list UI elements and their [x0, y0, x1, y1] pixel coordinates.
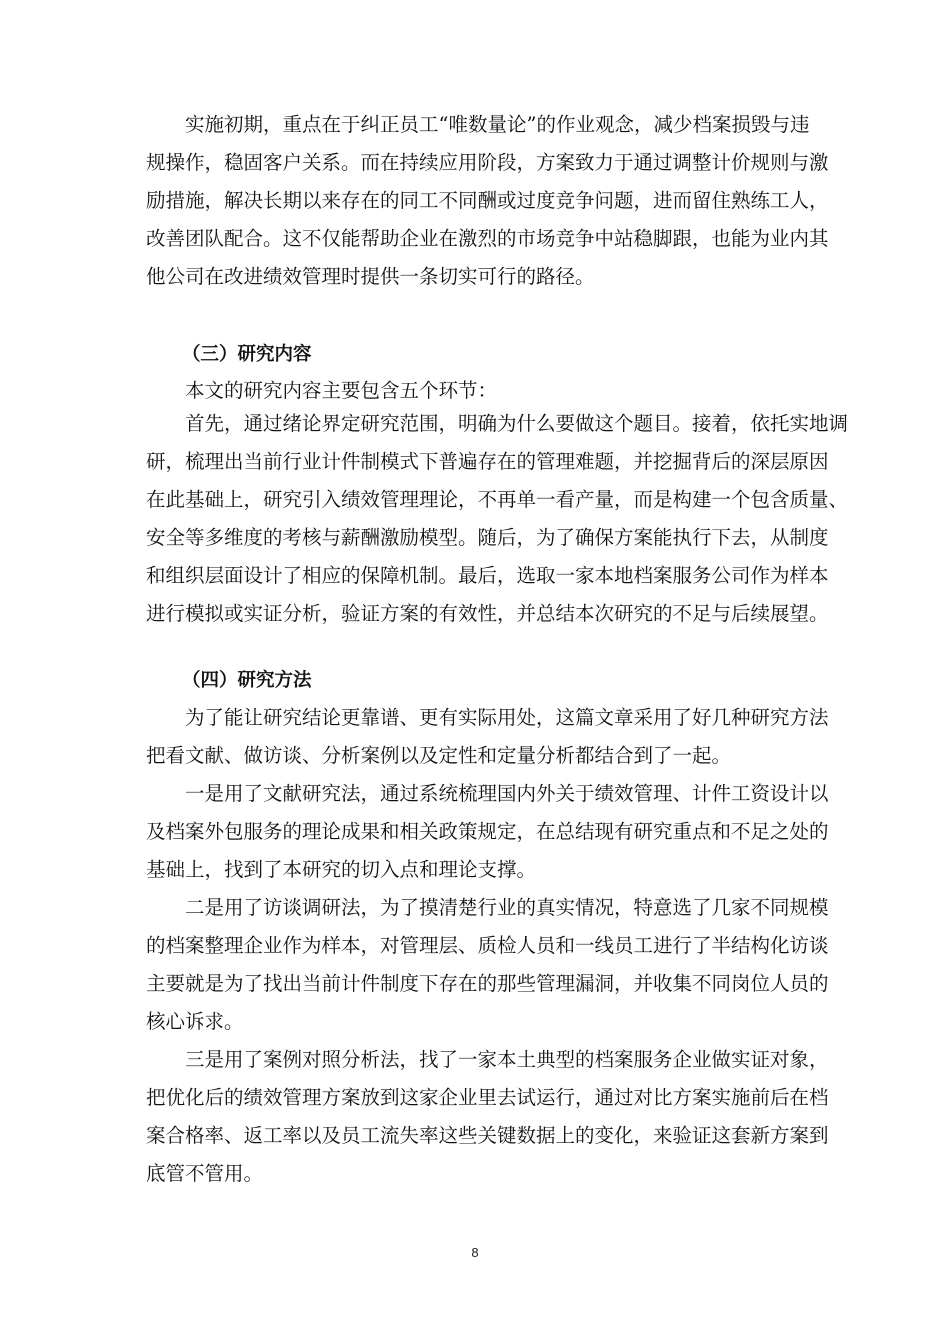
paragraph-line: 规操作，稳固客户关系。而在持续应用阶段，方案致力于通过调整计价规则与激	[146, 151, 829, 174]
paragraph-line: 把看文献、做访谈、分析案例以及定性和定量分析都结合到了一起。	[146, 744, 732, 767]
paragraph-line: 基础上，找到了本研究的切入点和理论支撑。	[146, 858, 537, 881]
section-heading: （三）研究内容	[182, 344, 312, 365]
paragraph-line: 实施初期，重点在于纠正员工“唯数量论”的作业观念，减少档案损毁与违	[146, 113, 810, 136]
paragraph-line: 底管不管用。	[146, 1162, 264, 1185]
paragraph-line: 把优化后的绩效管理方案放到这家企业里去试运行，通过对比方案实施前后在档	[146, 1086, 829, 1109]
paragraph-line: 励措施，解决长期以来存在的同工不同酬或过度竞争问题，进而留住熟练工人，	[146, 189, 829, 212]
paragraph-line: 安全等多维度的考核与薪酬激励模型。随后，为了确保方案能执行下去，从制度	[146, 526, 829, 549]
paragraph-line: 首先，通过绪论界定研究范围，明确为什么要做这个题目。接着，依托实地调	[146, 412, 849, 435]
paragraph-line: 为了能让研究结论更靠谱、更有实际用处，这篇文章采用了好几种研究方法	[146, 706, 829, 729]
paragraph-line: 一是用了文献研究法，通过系统梳理国内外关于绩效管理、计件工资设计以	[146, 782, 829, 805]
paragraph-line: 他公司在改进绩效管理时提供一条切实可行的路径。	[146, 265, 595, 288]
paragraph-line: 及档案外包服务的理论成果和相关政策规定，在总结现有研究重点和不足之处的	[146, 820, 829, 843]
paragraph-line: 的档案整理企业作为样本，对管理层、质检人员和一线员工进行了半结构化访谈	[146, 934, 829, 957]
paragraph-line: 和组织层面设计了相应的保障机制。最后，选取一家本地档案服务公司作为样本	[146, 564, 829, 587]
paragraph-line: 案合格率、返工率以及员工流失率这些关键数据上的变化，来验证这套新方案到	[146, 1124, 829, 1147]
paragraph-line: 主要就是为了找出当前计件制度下存在的那些管理漏洞，并收集不同岗位人员的	[146, 972, 829, 995]
paragraph-line: 在此基础上，研究引入绩效管理理论，不再单一看产量，而是构建一个包含质量、	[146, 488, 849, 511]
paragraph-line: 核心诉求。	[146, 1010, 244, 1033]
page-number: 8	[471, 1245, 479, 1260]
paragraph-line: 本文的研究内容主要包含五个环节：	[146, 379, 498, 402]
paragraph-line: 研，梳理出当前行业计件制模式下普遍存在的管理难题，并挖掘背后的深层原因	[146, 450, 829, 473]
paragraph-line: 改善团队配合。这不仅能帮助企业在激烈的市场竞争中站稳脚跟，也能为业内其	[146, 227, 829, 250]
paragraph-line: 进行模拟或实证分析，验证方案的有效性，并总结本次研究的不足与后续展望。	[146, 602, 829, 625]
paragraph-line: 二是用了访谈调研法，为了摸清楚行业的真实情况，特意选了几家不同规模	[146, 896, 829, 919]
paragraph-line: 三是用了案例对照分析法，找了一家本土典型的档案服务企业做实证对象，	[146, 1048, 829, 1071]
section-heading: （四）研究方法	[182, 670, 312, 691]
